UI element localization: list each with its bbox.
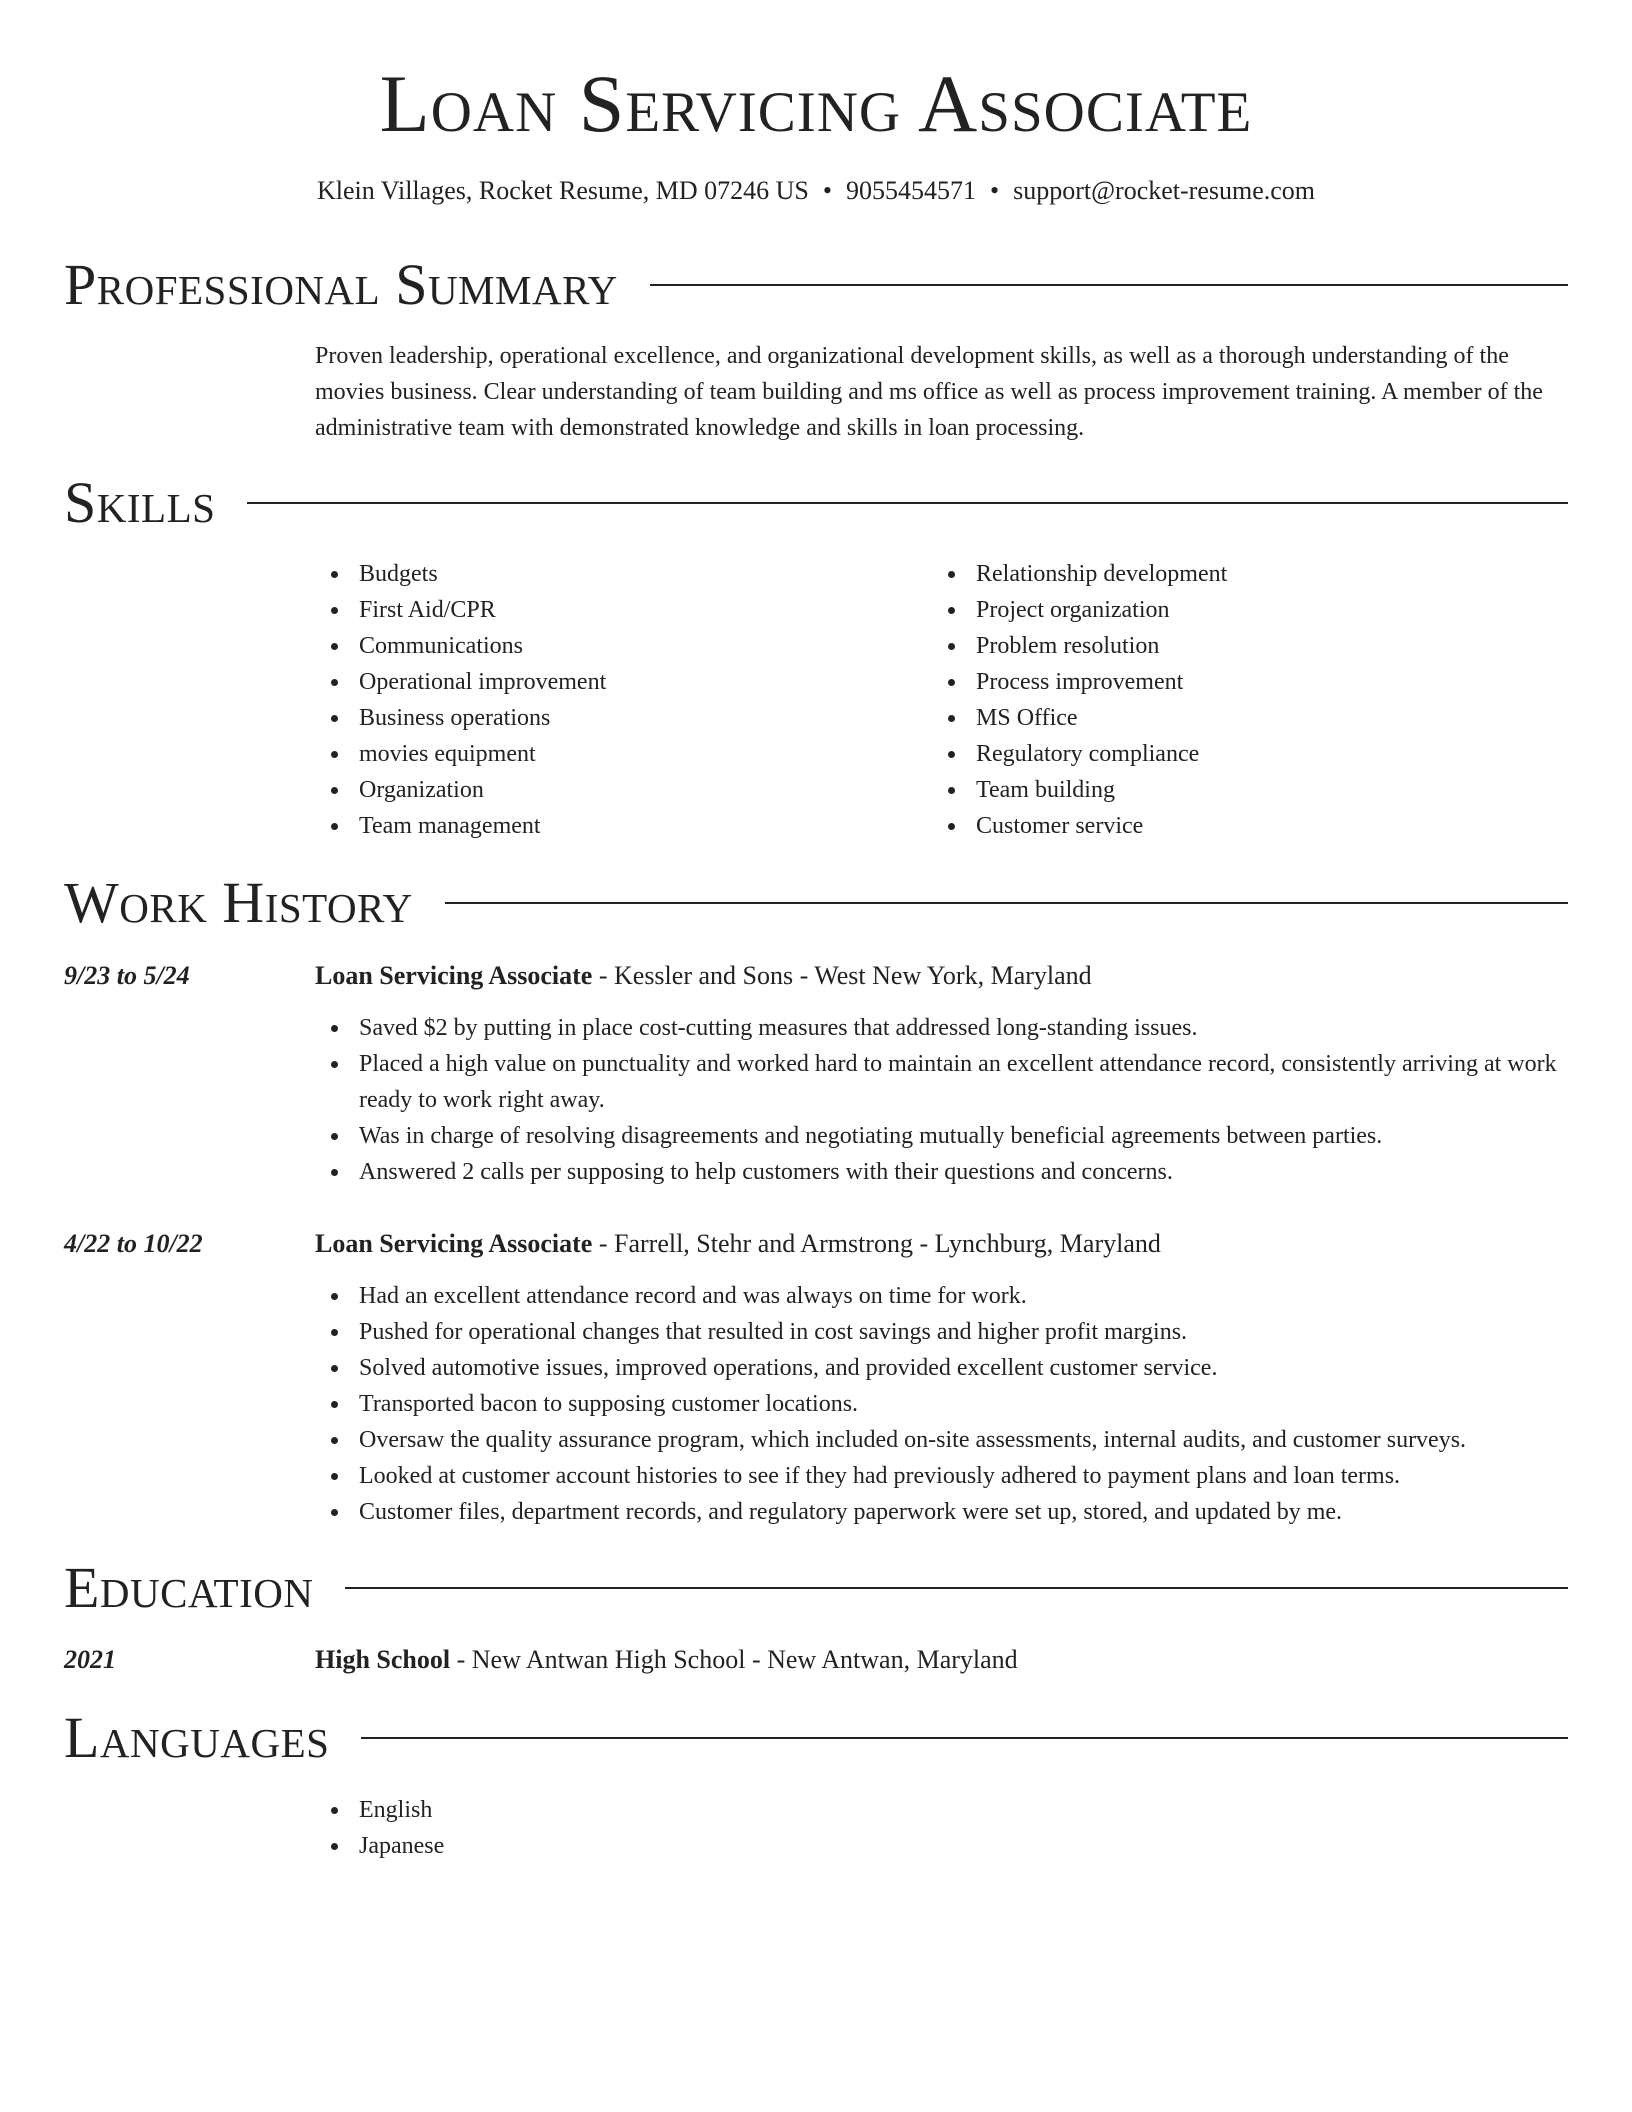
skills-list-left <box>315 556 875 844</box>
job-details: - Kessler and Sons - West New York, Maryland <box>592 961 1092 990</box>
skill-item: Budgets <box>315 556 875 592</box>
job-bullets <box>315 1278 1568 1530</box>
job-bullet: Was in charge of resolving disagreements and negotiating mutually beneficial agreements between parties. <box>315 1118 1568 1154</box>
section-header-summary <box>64 253 1568 317</box>
skill-item: Problem resolution <box>932 628 1492 664</box>
skill-item: Business operations <box>315 700 875 736</box>
skills-list-right <box>932 556 1492 844</box>
section-divider <box>345 1587 1568 1589</box>
skill-item: Team building <box>932 772 1492 808</box>
section-title: Languages <box>64 1705 330 1770</box>
job-bullet: Solved automotive issues, improved operations, and provided excellent customer service. <box>315 1350 1568 1386</box>
job-bullets <box>315 1010 1568 1190</box>
language-item: Japanese <box>315 1828 1568 1864</box>
job-bullet: Looked at customer account histories to see if they had previously adhered to payment plans and loan terms. <box>315 1458 1568 1494</box>
education-degree: High School <box>315 1645 451 1674</box>
job-bullet: Had an excellent attendance record and was always on time for work. <box>315 1278 1568 1314</box>
skill-item: Relationship development <box>932 556 1492 592</box>
job-dates: 4/22 to 10/22 <box>64 1229 203 1258</box>
contact-email: support@rocket-resume.com <box>1013 176 1316 205</box>
skill-item: Regulatory compliance <box>932 736 1492 772</box>
education-heading <box>315 1642 1568 1678</box>
job-bullet: Placed a high value on punctuality and worked hard to maintain an excellent attendance record, consistently arriving at work ready to work right away. <box>315 1046 1568 1118</box>
contact-separator: • <box>822 176 832 205</box>
contact-separator: • <box>990 176 1000 205</box>
skill-item: Organization <box>315 772 875 808</box>
section-title: Education <box>64 1555 314 1620</box>
skill-item: Operational improvement <box>315 664 875 700</box>
skill-item: MS Office <box>932 700 1492 736</box>
skill-item: First Aid/CPR <box>315 592 875 628</box>
section-divider <box>247 502 1568 504</box>
section-title: Skills <box>64 470 216 535</box>
education-details: - New Antwan High School - New Antwan, Maryland <box>450 1645 1018 1674</box>
contact-line <box>0 174 1632 208</box>
section-divider <box>361 1737 1568 1739</box>
job-heading <box>315 958 1568 994</box>
section-title: Work History <box>64 870 413 935</box>
job-heading <box>315 1226 1568 1262</box>
skill-item: Team management <box>315 808 875 844</box>
skill-item: Process improvement <box>932 664 1492 700</box>
job-bullet: Answered 2 calls per supposing to help customers with their questions and concerns. <box>315 1154 1568 1190</box>
language-item: English <box>315 1792 1568 1828</box>
section-header-education <box>64 1556 1568 1620</box>
job-bullet: Customer files, department records, and regulatory paperwork were set up, stored, and updated by me. <box>315 1494 1568 1530</box>
job-role: Loan Servicing Associate <box>315 961 593 990</box>
skill-item: Customer service <box>932 808 1492 844</box>
job-bullet: Transported bacon to supposing customer locations. <box>315 1386 1568 1422</box>
section-divider <box>445 902 1568 904</box>
resume-name: Loan Servicing Associate <box>379 58 1253 149</box>
contact-address: Klein Villages, Rocket Resume, MD 07246 US <box>316 176 809 205</box>
skill-item: Project organization <box>932 592 1492 628</box>
section-divider <box>650 284 1568 286</box>
section-header-skills <box>64 471 1568 535</box>
languages-list <box>315 1792 1568 1864</box>
job-bullet: Saved $2 by putting in place cost-cutting measures that addressed long-standing issues. <box>315 1010 1568 1046</box>
skill-item: movies equipment <box>315 736 875 772</box>
education-year: 2021 <box>64 1645 116 1674</box>
job-details: - Farrell, Stehr and Armstrong - Lynchburg, Maryland <box>592 1229 1161 1258</box>
contact-phone: 9055454571 <box>846 176 976 205</box>
job-bullet: Pushed for operational changes that resulted in cost savings and higher profit margins. <box>315 1314 1568 1350</box>
section-header-languages <box>64 1706 1568 1770</box>
section-header-work <box>64 871 1568 935</box>
section-title: Professional Summary <box>64 252 618 317</box>
job-dates: 9/23 to 5/24 <box>64 961 190 990</box>
job-role: Loan Servicing Associate <box>315 1229 593 1258</box>
summary-text: Proven leadership, operational excellence, and organizational development skills, as well as a thorough understanding of the movies business. Clear understanding of team building and ms office as well as process improvement training. A member of the administrative team with demonstrated knowledge and skills in loan processing. <box>315 343 1543 441</box>
skill-item: Communications <box>315 628 875 664</box>
job-bullet: Oversaw the quality assurance program, which included on-site assessments, internal audits, and customer surveys. <box>315 1422 1568 1458</box>
